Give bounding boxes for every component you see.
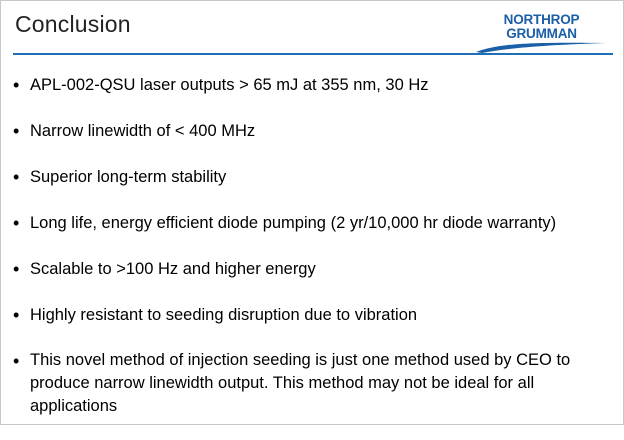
northrop-grumman-logo bbox=[474, 13, 609, 47]
bullet-point-icon: • bbox=[13, 213, 20, 233]
list-item bbox=[13, 303, 617, 327]
logo-wordmark: NORTHROP GRUMMAN bbox=[503, 12, 580, 41]
list-item bbox=[13, 349, 617, 418]
title-divider bbox=[13, 53, 613, 55]
list-item bbox=[13, 165, 617, 189]
bullet-list bbox=[13, 73, 617, 440]
bullet-point-icon: • bbox=[13, 259, 20, 279]
list-item-text: Scalable to >100 Hz and higher energy bbox=[30, 260, 316, 278]
list-item-text: Superior long-term stability bbox=[30, 168, 227, 186]
page-title: Conclusion bbox=[15, 11, 131, 37]
list-item-text: Highly resistant to seeding disruption due to vibration bbox=[30, 306, 418, 324]
bullet-point-icon: • bbox=[13, 75, 20, 95]
list-item bbox=[13, 211, 617, 235]
bullet-point-icon: • bbox=[13, 121, 20, 141]
list-item-text: Narrow linewidth of < 400 MHz bbox=[30, 122, 256, 140]
bullet-point-icon: • bbox=[13, 167, 20, 187]
list-item-text: Long life, energy efficient diode pumping (2 yr/10,000 hr diode warranty) bbox=[30, 214, 557, 232]
bullet-point-icon: • bbox=[13, 351, 20, 371]
list-item bbox=[13, 257, 617, 281]
bullet-point-icon: • bbox=[13, 305, 20, 325]
list-item-text: APL-002-QSU laser outputs > 65 mJ at 355 nm, 30 Hz bbox=[30, 76, 429, 94]
list-item bbox=[13, 119, 617, 143]
list-item-text: This novel method of injection seeding is just one method used by CEO to produce narrow linewidth output. This method may not be ideal for all applications bbox=[30, 351, 571, 415]
list-item bbox=[13, 73, 617, 97]
